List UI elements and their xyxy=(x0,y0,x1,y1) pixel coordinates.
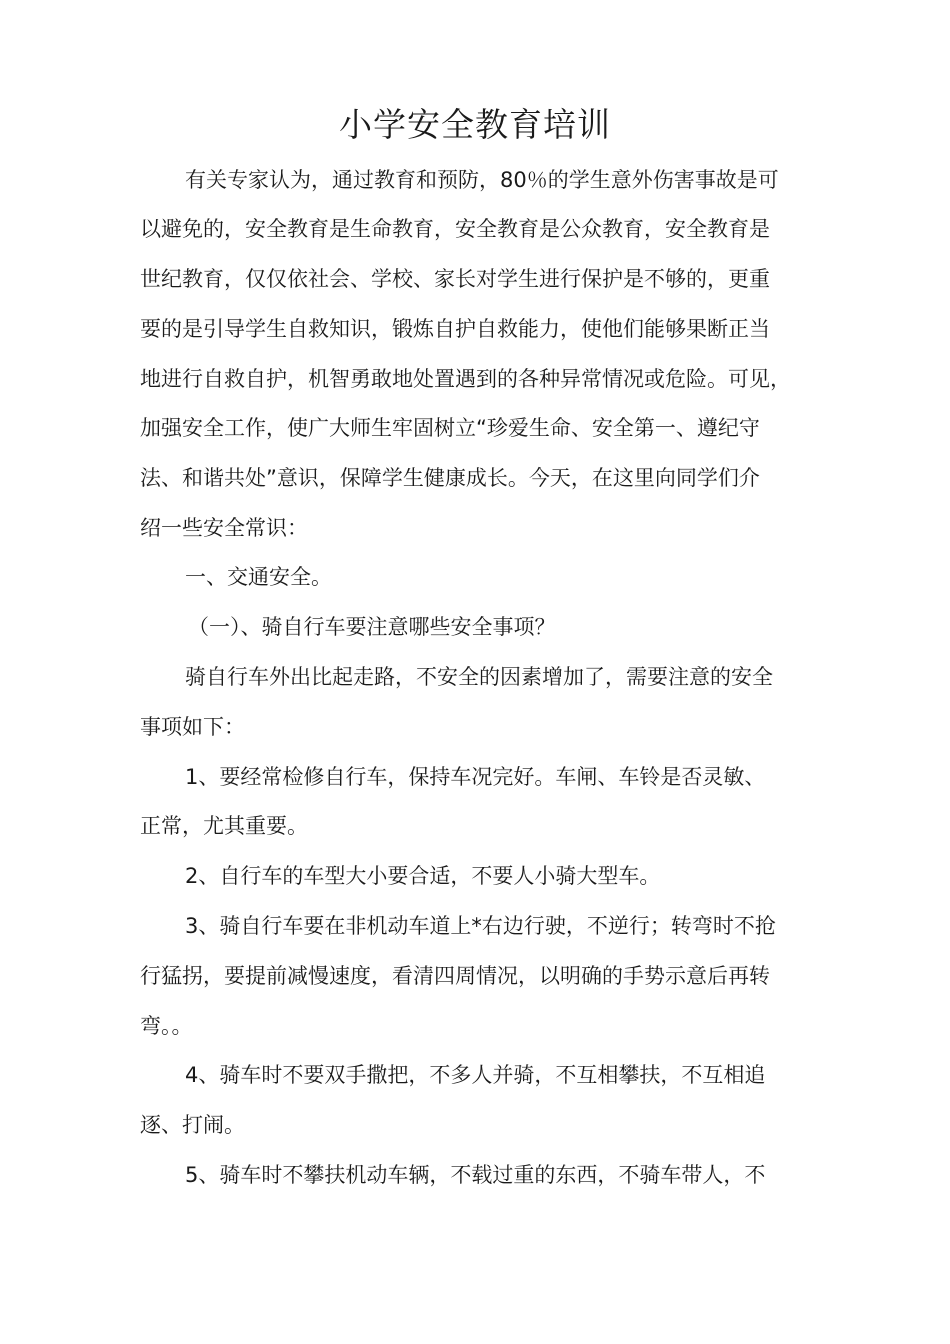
paragraph-line: 绍一些安全常识： xyxy=(140,516,308,540)
list-item-continuation: 正常，尤其重要。 xyxy=(140,814,308,838)
list-item-continuation: 弯。。 xyxy=(140,1014,193,1038)
list-item: 3、骑自行车要在非机动车道上*右边行驶，不逆行；转弯时不抢 xyxy=(185,914,776,938)
list-item: 4、骑车时不要双手撒把，不多人并骑，不互相攀扶，不互相追 xyxy=(185,1063,766,1087)
list-item-continuation: 逐、打闹。 xyxy=(140,1113,245,1137)
document-title: 小学安全教育培训 xyxy=(339,105,611,144)
paragraph-line: 法、和谐共处”意识，保障学生健康成长。今天，在这里向同学们介 xyxy=(140,466,760,490)
list-item: 1、要经常检修自行车，保持车况完好。车闸、车铃是否灵敏、 xyxy=(185,765,766,789)
paragraph-line: 以避免的，安全教育是生命教育，安全教育是公众教育，安全教育是 xyxy=(140,217,770,241)
list-item: 5、骑车时不攀扶机动车辆，不载过重的东西，不骑车带人，不 xyxy=(185,1163,766,1187)
paragraph-line: 事项如下： xyxy=(140,715,245,739)
paragraph-line: 有关专家认为，通过教育和预防，80％的学生意外伤害事故是可 xyxy=(185,168,779,192)
list-item: 2、自行车的车型大小要合适，不要人小骑大型车。 xyxy=(185,864,661,888)
paragraph-line: 地进行自救自护，机智勇敢地处置遇到的各种异常情况或危险。可见， xyxy=(140,367,791,391)
subsection-heading: （一）、骑自行车要注意哪些安全事项？ xyxy=(188,615,556,639)
paragraph-line: 加强安全工作，使广大师生牢固树立“珍爱生命、安全第一、遵纪守 xyxy=(140,416,760,440)
paragraph-line: 骑自行车外出比起走路，不安全的因素增加了，需要注意的安全 xyxy=(185,665,773,689)
paragraph-line: 要的是引导学生自救知识，锻炼自护自救能力，使他们能够果断正当 xyxy=(140,317,770,341)
paragraph-line: 世纪教育，仅仅依社会、学校、家长对学生进行保护是不够的，更重 xyxy=(140,267,770,291)
section-heading: 一、交通安全。 xyxy=(185,565,332,589)
list-item-continuation: 行猛拐，要提前减慢速度，看清四周情况，以明确的手势示意后再转 xyxy=(140,964,770,988)
